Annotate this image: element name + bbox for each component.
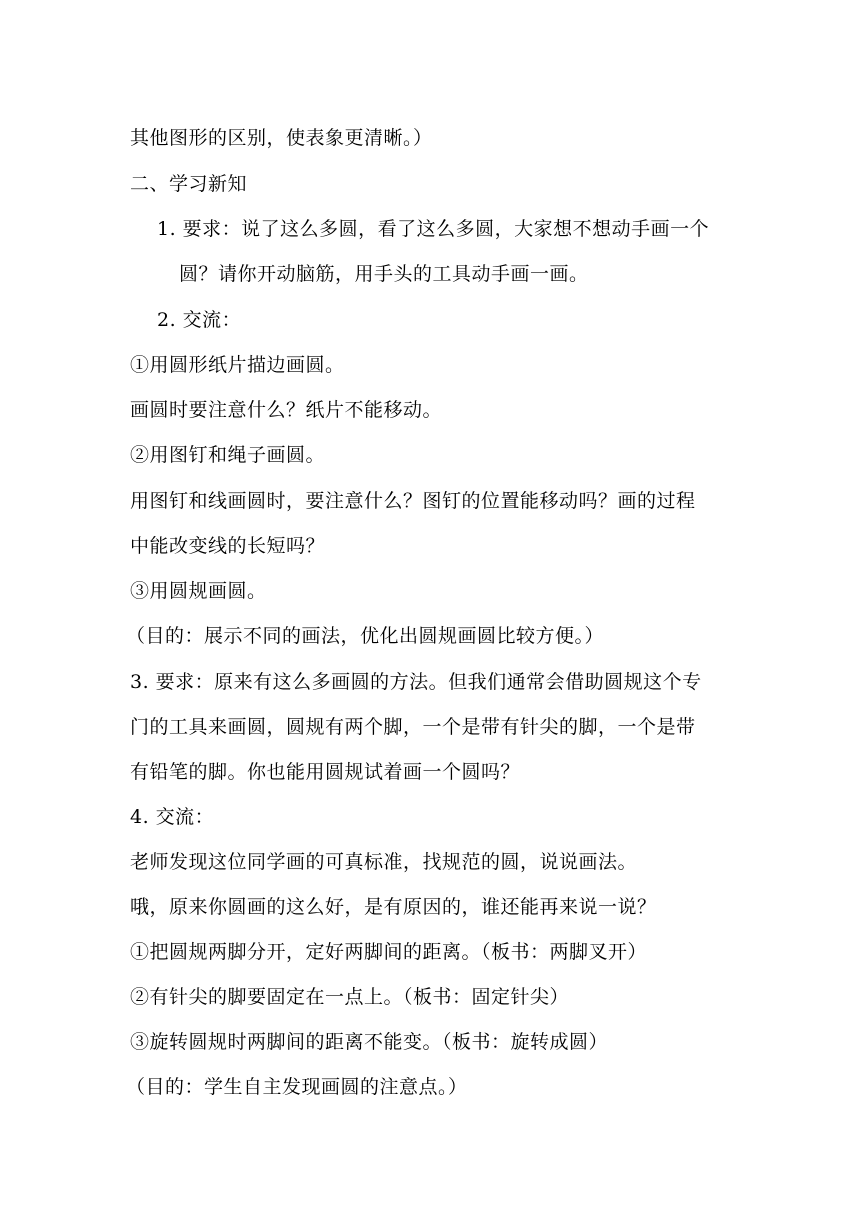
- step-2: ②有针尖的脚要固定在一点上。（板书：固定针尖）: [130, 986, 570, 1008]
- teacher-remark-1: 老师发现这位同学画的可真标准，找规范的圆，说说画法。: [130, 851, 638, 873]
- circle-method-2-note-line-2: 中能改变线的长短吗？: [130, 535, 326, 557]
- item-3-line-1: 3. 要求：原来有这么多画圆的方法。但我们通常会借助圆规这个专: [130, 671, 702, 693]
- item-4-heading: 4. 交流：: [130, 806, 215, 828]
- paragraph-continuation: 其他图形的区别，使表象更清晰。）: [130, 127, 433, 149]
- step-3: ③旋转圆规时两脚间的距离不能变。（板书：旋转成圆）: [130, 1031, 609, 1053]
- circle-method-1: ①用圆形纸片描边画圆。: [130, 354, 345, 376]
- circle-method-2: ②用图钉和绳子画圆。: [130, 444, 326, 466]
- step-1: ①把圆规两脚分开，定好两脚间的距离。（板书：两脚叉开）: [130, 941, 648, 963]
- purpose-note-2: （目的：学生自主发现画圆的注意点。）: [126, 1076, 468, 1098]
- circle-method-3: ③用圆规画圆。: [130, 580, 267, 602]
- item-2-heading: 2. 交流：: [157, 309, 242, 331]
- teacher-remark-2: 哦，原来你圆画的这么好，是有原因的，谁还能再来说一说？: [130, 896, 657, 918]
- item-3-line-3: 有铅笔的脚。你也能用圆规试着画一个圆吗？: [130, 761, 521, 783]
- item-1-line-2: 圆？请你开动脑筋，用手头的工具动手画一画。: [179, 263, 589, 285]
- section-heading: 二、学习新知: [130, 173, 248, 195]
- circle-method-2-note-line-1: 用图钉和线画圆时，要注意什么？图钉的位置能移动吗？画的过程: [130, 490, 696, 512]
- circle-method-1-note: 画圆时要注意什么？纸片不能移动。: [130, 399, 443, 421]
- purpose-note-1: （目的：展示不同的画法，优化出圆规画圆比较方便。）: [126, 625, 605, 647]
- item-3-line-2: 门的工具来画圆，圆规有两个脚，一个是带有针尖的脚，一个是带: [130, 716, 696, 738]
- item-1-line-1: 1. 要求：说了这么多圆，看了这么多圆，大家想不想动手画一个: [157, 218, 710, 240]
